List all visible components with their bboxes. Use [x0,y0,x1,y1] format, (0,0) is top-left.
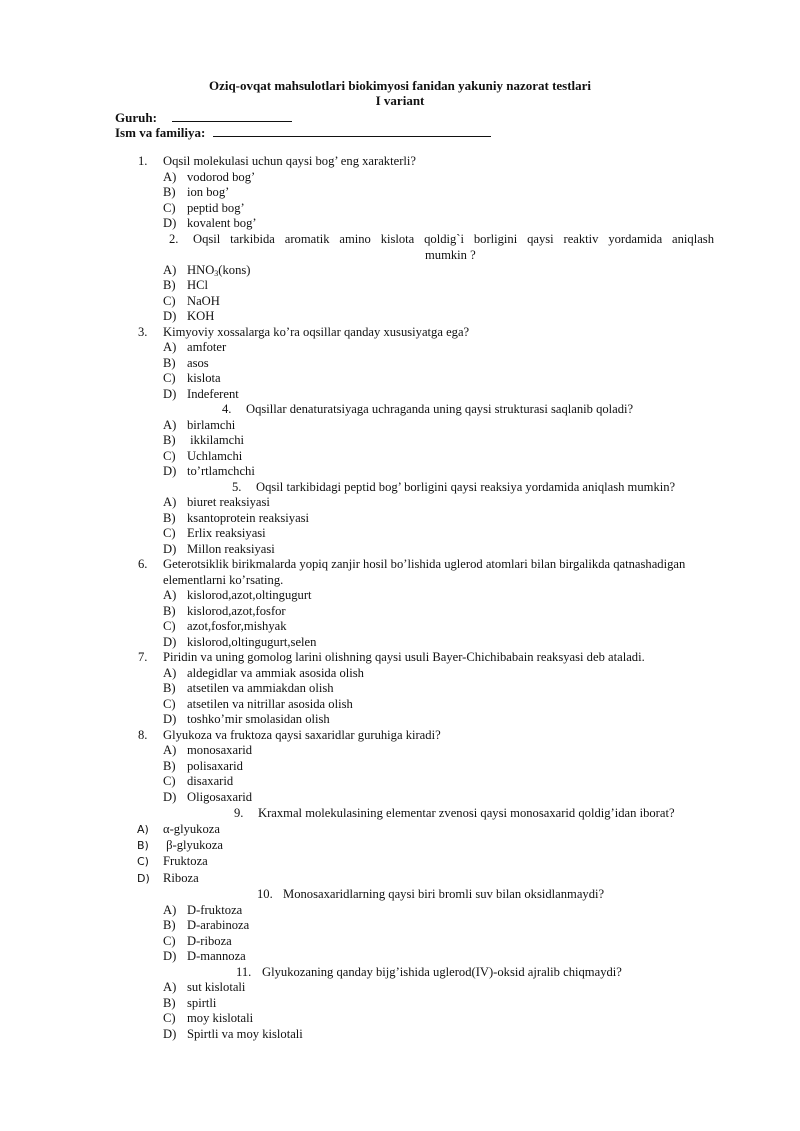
answer-option: D) Oligosaxarid [163,790,253,804]
question-number: 1. [138,154,148,168]
answer-option: A) α-glyukoza [137,822,220,836]
question-text: Oqsil tarkibidagi peptid bog’ borligini qaysi reaksiya yordamida aniqlash mumkin? [256,480,676,494]
answer-option: C) Uchlamchi [163,449,243,463]
answer-option: D) Riboza [137,871,199,885]
answer-option: B) atsetilen va ammiakdan olish [163,681,334,695]
answer-option: A) vodorod bog’ [163,170,256,184]
name-label: Ism va familiya: [115,125,206,140]
question-number: 10. [257,887,273,901]
answer-option: B) D-arabinoza [163,918,250,932]
answer-option: C) NaOH [163,294,220,308]
question-text: Monosaxaridlarning qaysi biri bromli suv bilan oksidlanmaydi? [283,887,605,901]
question-text: Oqsil molekulasi uchun qaysi bog’ eng xarakterli? [163,154,416,168]
question-text: Kimyoviy xossalarga ko’ra oqsillar qanday xususiyatga ega? [163,325,470,339]
question-text: Oqsillar denaturatsiyaga uchraganda uning qaysi strukturasi saqlanib qoladi? [246,402,634,416]
question-text-continued: mumkin ? [425,248,476,262]
question-text: Glyukoza va fruktoza qaysi saxaridlar guruhiga kiradi? [163,728,441,742]
document-title: Oziq-ovqat mahsulotlari biokimyosi fanidan yakuniy nazorat testlari [208,78,592,93]
answer-option: D) D-mannoza [163,949,246,963]
answer-option: A) D-fruktoza [163,903,243,917]
answer-option: D) Spirtli va moy kislotali [163,1027,303,1041]
question-number: 8. [138,728,148,742]
answer-option: D) KOH [163,309,215,323]
question-number: 6. [138,557,148,571]
question-number: 2. [169,232,179,246]
group-blank-line [172,109,292,122]
answer-option: B) ikkilamchi [163,433,245,447]
answer-option: C) kislota [163,371,221,385]
answer-option: C) disaxarid [163,774,234,788]
question-text: Piridin va uning gomolog larini olishning qaysi usuli Bayer-Chichibabain reaksyasi deb ataladi. [163,650,645,664]
question-text: Geterotsiklik birikmalarda yopiq zanjir hosil bo’lishida uglerod atomlari bilan birgalikda qatnashadigan [163,557,686,571]
answer-option: A) sut kislotali [163,980,246,994]
answer-option: A) birlamchi [163,418,236,432]
question-number: 9. [234,806,244,820]
answer-option: D) kovalent bog’ [163,216,257,230]
answer-option: B) spirtli [163,996,217,1010]
answer-option: B) asos [163,356,209,370]
answer-option: D) Indeferent [163,387,239,401]
question-number: 11. [236,965,252,979]
answer-option: C) azot,fosfor,mishyak [163,619,287,633]
answer-option: C) peptid bog’ [163,201,245,215]
answer-option: C) Fruktoza [137,854,208,868]
answer-option: B) HCl [163,278,208,292]
variant-label: I variant [375,93,425,108]
answer-option: B) ksantoprotein reaksiyasi [163,511,310,525]
answer-option: D) toshko’mir smolasidan olish [163,712,330,726]
question-number: 4. [222,402,232,416]
answer-option: B) β-glyukoza [137,838,223,852]
answer-option: B) polisaxarid [163,759,243,773]
question-text: Kraxmal molekulasining elementar zvenosi qaysi monosaxarid qoldig’idan iborat? [258,806,675,820]
answer-option: B) kislorod,azot,fosfor [163,604,286,618]
answer-option: A) $HNO_3(kons)$ [163,263,251,278]
answer-option: D) Millon reaksiyasi [163,542,275,556]
name-field [115,124,491,141]
question-text-continued: elementlarni ko’rsating. [163,573,284,587]
answer-option: D) kislorod,oltingugurt,selen [163,635,317,649]
answer-option: A) monosaxarid [163,743,253,757]
answer-option: A) biuret reaksiyasi [163,495,270,509]
group-label: Guruh: [115,110,157,125]
question-number: 3. [138,325,148,339]
answer-option: D) to’rtlamchchi [163,464,255,478]
answer-option: C) Erlix reaksiyasi [163,526,266,540]
answer-option: C) D-riboza [163,934,232,948]
question-number: 7. [138,650,148,664]
question-text: Glyukozaning qanday bijg’ishida uglerod(IV)-oksid ajralib chiqmaydi? [262,965,622,979]
answer-option: B) ion bog’ [163,185,230,199]
answer-option: C) moy kislotali [163,1011,254,1025]
answer-option: A) amfoter [163,340,227,354]
question-number: 5. [232,480,242,494]
question-text: Oqsil tarkibida aromatik amino kislota qoldig`i borligini qaysi reaktiv yordamida aniqlash [193,232,714,246]
answer-option: A) aldegidlar va ammiak asosida olish [163,666,364,680]
answer-option: A) kislorod,azot,oltingugurt [163,588,312,602]
name-blank-line [213,124,491,137]
answer-option: C) atsetilen va nitrillar asosida olish [163,697,353,711]
